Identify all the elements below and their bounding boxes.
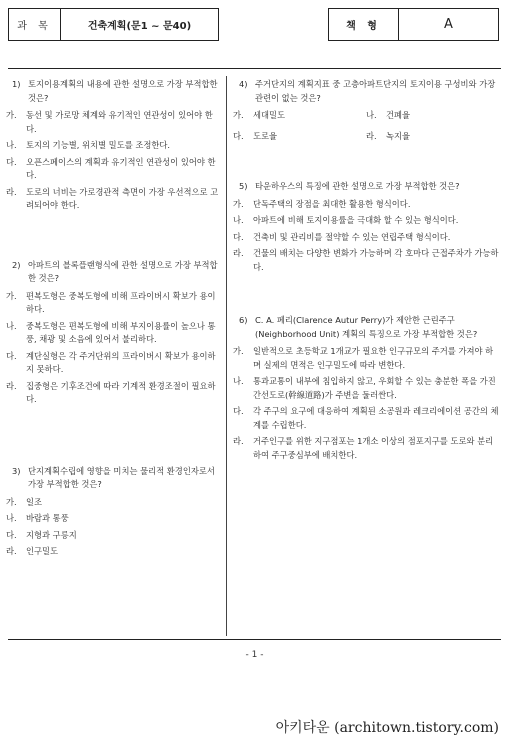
option-label: 가. bbox=[233, 198, 244, 209]
option-text: 건폐율 bbox=[386, 110, 411, 120]
option-text: 녹지율 bbox=[386, 130, 411, 141]
booklet-type-label: 책 형 bbox=[329, 9, 399, 40]
option-text: 일반적으로 초등학교 1개교가 필요한 인구규모의 주거를 가져야 하며 실제의 면적은 인구밀도에 따라 변한다. bbox=[253, 346, 494, 370]
option-label: 라. bbox=[6, 186, 17, 197]
option-text: 편복도형은 중복도형에 비해 프라이버시 확보가 용이하다. bbox=[26, 290, 216, 314]
option bbox=[6, 512, 221, 526]
page-number: - 1 - bbox=[245, 650, 264, 660]
option bbox=[6, 290, 221, 317]
option-text: 오픈스페이스의 계획과 유기적인 연관성이 있어야 한다. bbox=[26, 156, 216, 180]
option-label: 가. bbox=[233, 346, 244, 356]
question-stem: C. A. 페리(Clarence Autur Perry)가 제안한 근린주구(Neighborhood Unit) 계획의 특징으로 가장 부적합한 것은? bbox=[255, 315, 478, 339]
question-stem: 타운하우스의 특징에 관한 설명으로 가장 부적합한 것은? bbox=[255, 181, 460, 191]
subject-label: 과 목 bbox=[9, 9, 61, 40]
option-text: 도로율 bbox=[253, 130, 278, 141]
option-text: 거주인구를 위한 지구점포는 1개소 이상의 점포지구를 도로와 분리하여 주구중심부에 배치한다. bbox=[253, 436, 494, 460]
option-grid bbox=[233, 109, 499, 146]
question-stem: 아파트의 블록플랜형식에 관한 설명으로 가장 부적합한 것은? bbox=[28, 259, 218, 283]
site-watermark: 아키타운 (architown.tistory.com) bbox=[275, 720, 499, 736]
option-text: 아파트에 비해 토지이용률을 극대화 할 수 있는 형식이다. bbox=[253, 215, 459, 225]
booklet-type-value: A bbox=[444, 17, 453, 32]
bottom-divider bbox=[8, 639, 501, 640]
option-text: 일조 bbox=[26, 496, 43, 507]
option bbox=[366, 130, 499, 144]
question-number: 2) bbox=[12, 259, 21, 270]
option-text: 각 주구의 요구에 대응하여 계획된 소공원과 레크리에이션 공간의 체계를 수립한다. bbox=[253, 406, 499, 430]
booklet-type-box bbox=[328, 8, 499, 41]
option-label: 나. bbox=[233, 215, 244, 225]
option-text: 단독주택의 장점을 최대한 활용한 형식이다. bbox=[253, 198, 411, 209]
option-text: 지형과 구릉지 bbox=[26, 529, 77, 540]
question-number: 6) bbox=[239, 315, 248, 325]
subject-value: 건축계획(문1 ~ 문40) bbox=[87, 21, 192, 32]
option bbox=[233, 247, 499, 274]
option-label: 다. bbox=[6, 350, 17, 361]
option bbox=[233, 231, 499, 245]
option-text: 집중형은 기후조건에 따라 기계적 환경조절이 필요하다. bbox=[26, 380, 216, 404]
question-4 bbox=[233, 78, 499, 146]
option bbox=[233, 405, 499, 432]
option bbox=[6, 109, 221, 136]
question-stem: 토지이용계획의 내용에 관한 설명으로 가장 부적합한 것은? bbox=[28, 79, 218, 103]
option-text: 인구밀도 bbox=[26, 546, 59, 556]
option bbox=[233, 214, 499, 228]
option bbox=[6, 496, 221, 510]
option bbox=[6, 186, 221, 213]
option-label: 라. bbox=[6, 380, 17, 391]
option-label: 라. bbox=[366, 130, 377, 141]
option bbox=[6, 320, 221, 347]
question-stem: 주거단지의 계획지표 중 고층아파트단지의 토지이용 구성비와 가장 관련이 없는 것은? bbox=[255, 79, 496, 103]
option-text: 토지의 기능별, 위치별 밀도를 조정한다. bbox=[26, 140, 171, 150]
question-2 bbox=[6, 259, 221, 407]
option bbox=[6, 529, 221, 543]
right-column bbox=[233, 78, 499, 482]
option-text: 계단실형은 각 주거단위의 프라이버시 확보가 용이하지 못하다. bbox=[26, 350, 216, 374]
option bbox=[233, 375, 499, 402]
option-label: 다. bbox=[233, 130, 244, 141]
option-label: 나. bbox=[366, 110, 377, 120]
option-label: 다. bbox=[233, 231, 244, 242]
option-label: 나. bbox=[6, 513, 17, 523]
option-text: 통과교통이 내부에 침입하지 않고, 우회할 수 있는 충분한 폭을 가진 간선도로(幹線道路)가 주변을 둘러싼다. bbox=[253, 376, 496, 400]
option-label: 라. bbox=[233, 436, 244, 446]
option-label: 가. bbox=[6, 290, 17, 301]
option-label: 다. bbox=[6, 156, 17, 167]
option bbox=[6, 545, 221, 559]
option-label: 나. bbox=[6, 320, 17, 331]
question-number: 1) bbox=[12, 79, 21, 89]
option bbox=[6, 350, 221, 377]
question-6 bbox=[233, 314, 499, 462]
question-3 bbox=[6, 465, 221, 559]
option bbox=[6, 139, 221, 153]
question-stem: 단지계획수립에 영향을 미치는 물리적 환경인자로서 가장 부적합한 것은? bbox=[28, 465, 215, 489]
option-text: 바람과 통풍 bbox=[26, 513, 69, 523]
top-divider bbox=[8, 68, 501, 69]
option-text: 세대밀도 bbox=[253, 110, 286, 120]
option-label: 다. bbox=[6, 529, 17, 540]
option bbox=[233, 345, 499, 372]
option bbox=[6, 380, 221, 407]
column-divider bbox=[226, 76, 227, 636]
option bbox=[233, 198, 499, 212]
question-5 bbox=[233, 180, 499, 274]
option-text: 건축비 및 관리비를 절약할 수 있는 연립주택 형식이다. bbox=[253, 231, 451, 242]
option bbox=[233, 109, 366, 123]
option-label: 가. bbox=[6, 496, 17, 507]
option-label: 가. bbox=[6, 110, 17, 120]
option bbox=[6, 156, 221, 183]
option bbox=[233, 130, 366, 144]
option-label: 라. bbox=[6, 546, 17, 556]
option-text: 동선 및 가로망 체계와 유기적인 연관성이 있어야 한다. bbox=[26, 110, 213, 134]
option bbox=[366, 109, 499, 123]
subject-header-box bbox=[8, 8, 219, 41]
option-text: 도로의 너비는 가로경관적 측면이 가장 우선적으로 고려되어야 한다. bbox=[26, 186, 219, 210]
option-label: 가. bbox=[233, 110, 244, 120]
option bbox=[233, 435, 499, 462]
question-1 bbox=[6, 78, 221, 213]
option-text: 중복도형은 편복도형에 비해 부지이용률이 높으나 통풍, 채광 및 소음에 있어서 불리하다. bbox=[26, 320, 216, 344]
option-label: 라. bbox=[233, 248, 244, 258]
question-number: 3) bbox=[12, 465, 21, 476]
option-label: 나. bbox=[233, 376, 244, 386]
question-number: 5) bbox=[239, 181, 248, 191]
option-label: 나. bbox=[6, 140, 17, 150]
option-text: 건물의 배치는 다양한 변화가 가능하며 각 호마다 근접주차가 가능하다. bbox=[253, 248, 499, 272]
option-label: 다. bbox=[233, 406, 244, 416]
question-number: 4) bbox=[239, 79, 248, 89]
left-column bbox=[6, 78, 221, 579]
